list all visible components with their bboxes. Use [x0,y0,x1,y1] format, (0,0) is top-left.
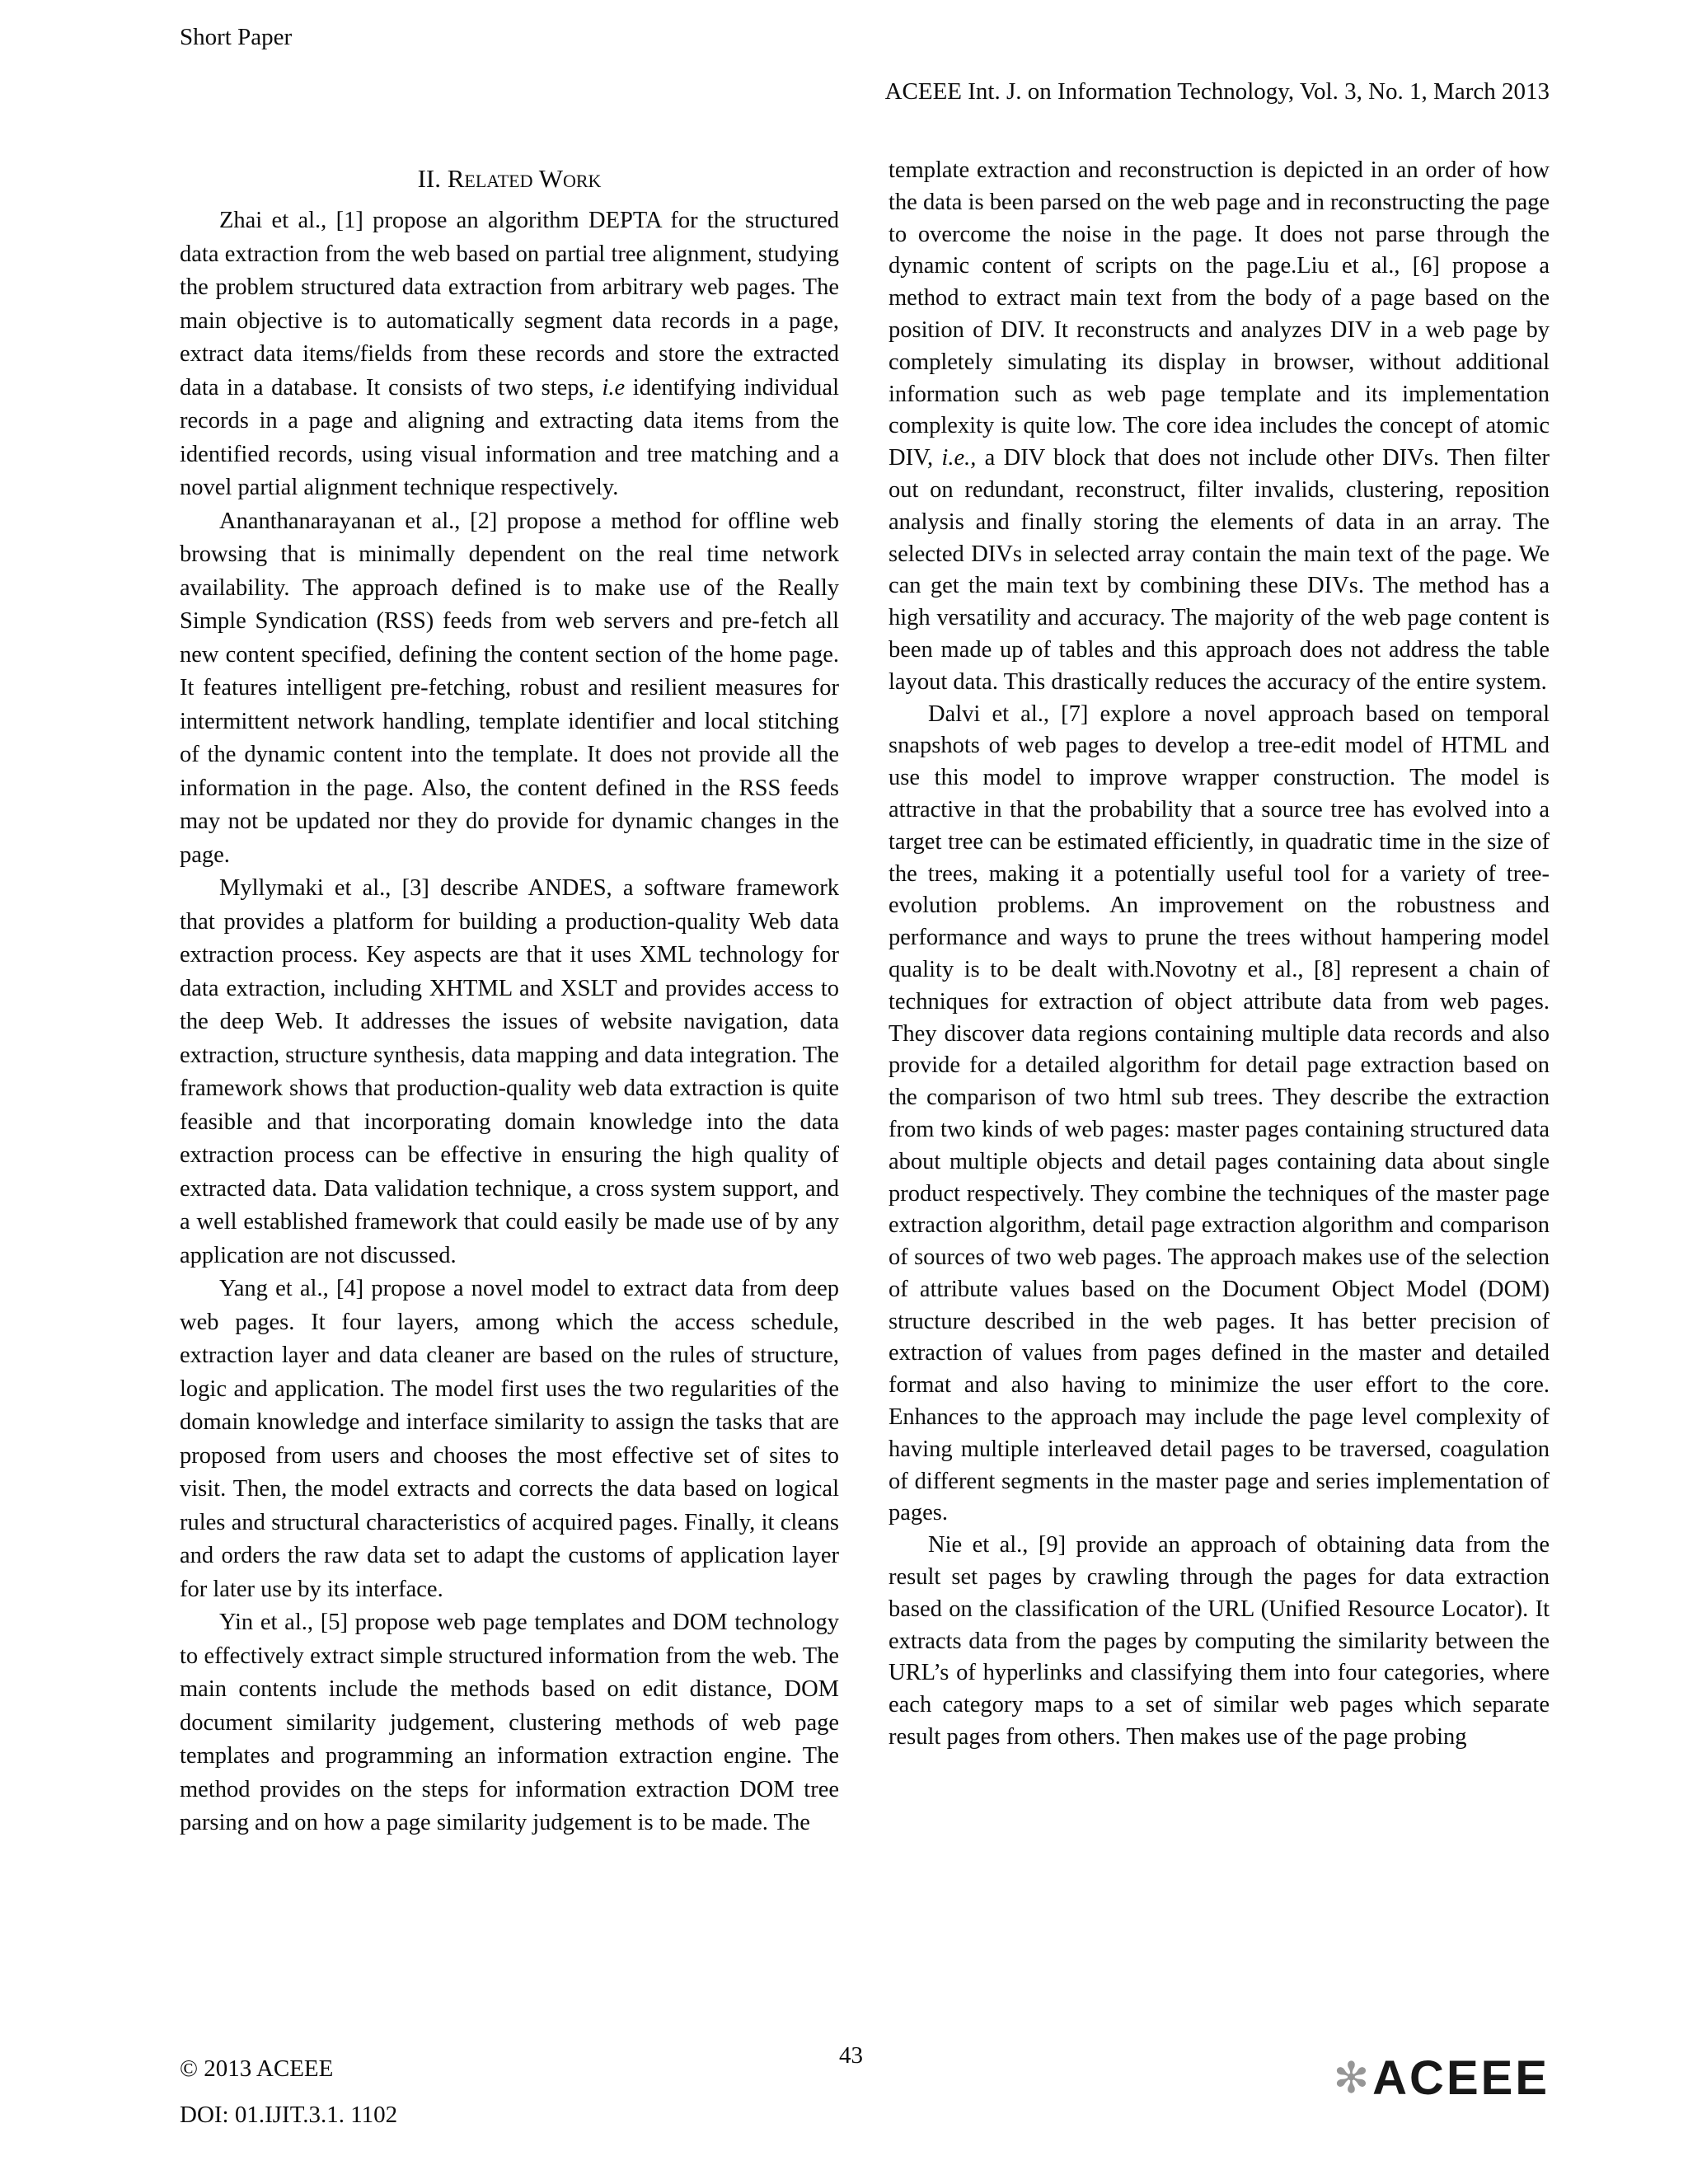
logo-star-icon: ✻ [1333,2054,1370,2103]
aceee-logo [1333,2051,1550,2105]
section-heading: II. Related Work [417,164,602,193]
right-column-paragraphs [889,155,1550,1754]
footer-copyright: © 2013 ACEEE [180,2055,334,2082]
text-segment: Dalvi et al., [7] explore a novel approach based on temporal snapshots of web pages to develop a tree-edit model of HTML and use this model to improve wrapper construction. The model is attractive in that the probability that a source tree has evolved into a target tree can be estimated efficiently, in quadratic time in the size of the trees, making it a potentially useful tool for a variety of tree-evolution problems. An improvement on the robustness and performance and ways to prune the trees without hampering model quality is to be dealt with.Novotny et al., [8] represent a chain of techniques for extraction of object attribute data from web pages. They discover data regions containing multiple data records and also provide for a detailed algorithm for detail page extraction based on the comparison of two html sub trees. They describe the extraction from two kinds of web pages: master pages containing structured data about multiple objects and detail pages containing data about single product respectively. They combine the techniques of the master page extraction algorithm, detail page extraction algorithm and comparison of sources of two web pages. The approach makes use of the selection of attribute values based on the Document Object Model (DOM) structure described in the web pages. It has better precision of extraction of values from pages defined in the master and detailed format and also having to minimize the user effort to the core. Enhances to the approach may include the page level complexity of having multiple interleaved detail pages to be traversed, coagulation of different segments in the master page and series implementation of pages. [889,701,1550,1526]
italic-text-segment: i.e [602,374,626,401]
paragraph [889,699,1550,1530]
text-segment: Yin et al., [5] propose web page templates and DOM technology to effectively extract simple structured information from the web. The main contents include the methods based on edit distance, DOM document similarity judgement, clustering methods of web page templates and programming an information extraction engine. The method provides on the steps for information extraction DOM tree parsing and on how a page similarity judgement is to be made. The [180,1610,839,1835]
text-segment: template extraction and reconstruction is depicted in an order of how the data is been parsed on the web page and in reconstructing the page to overcome the noise in the page. It does not parse through the dynamic content of scripts on the page.Liu et al., [6] propose a method to extract main text from the body of a page based on the position of DIV. It reconstructs and analyzes DIV in a web page by completely simulating its display in browser, without additional information such as web page template and its implementation complexity is quite low. The core idea includes the concept of atomic DIV, [889,157,1550,471]
text-segment: Yang et al., [4] propose a novel model to extract data from deep web pages. It four layers, among which the access schedule, extraction layer and data cleaner are based on the rules of structure, logic and application. The model first uses the two regularities of the domain knowledge and interface similarity to assign the tasks that are proposed from users and chooses the most effective set of sites to visit. Then, the model extracts and corrects the data based on logical rules and structural characteristics of acquired pages. Finally, it cleans and orders the raw data set to adapt the customs of application layer for later use by its interface. [180,1276,839,1602]
paragraph [180,1606,839,1840]
paragraph [889,155,1550,699]
paragraph [180,872,839,1272]
text-segment: Ananthanarayanan et al., [2] propose a method for offline web browsing that is minimally dependent on the real time network availability. The approach defined is to make use of the Really Simple Syndication (RSS) feeds from web servers and pre-fetch all new content specified, defining the content section of the home page. It features intelligent pre-fetching, robust and resilient measures for intermittent network handling, template identifier and local stitching of the dynamic content into the template. It does not provide all the information in the page. Also, the content defined in the RSS feeds may not be updated nor they do provide for dynamic changes in the page. [180,508,839,868]
paragraph [889,1530,1550,1754]
text-segment: a DIV block that does not include other DIVs. Then filter out on redundant, reconstruct, filter invalids, clustering, reposition analysis and finally storing the elements of data in an array. The selected DIVs in selected array contain the main text of the page. We can get the main text by combining these DIVs. The method has a high versatility and accuracy. The majority of the web page content is been made up of tables and this approach does not address the table layout data. This drastically reduces the accuracy of the entire system. [889,445,1550,695]
logo-text: ACEEE [1372,2051,1550,2105]
paragraph [180,204,839,505]
paper-type-label: Short Paper [180,24,293,50]
text-segment: Nie et al., [9] provide an approach of obtaining data from the result set pages by crawling through the pages for data extraction based on the classification of the URL (Unified Resource Locator). It extracts data from the pages by computing the similarity between the URL’s of hyperlinks and classifying them into four categories, where each category maps to a set of similar web pages which separate result pages from others. Then makes use of the page probing [889,1532,1550,1750]
text-segment: identifying individual records in a page and aligning and extracting data items from the identified records, using visual information and tree matching and a novel partial alignment technique respectively. [180,374,839,500]
italic-text-segment: i.e., [941,445,977,471]
journal-header: ACEEE Int. J. on Information Technology, Vol. 3, No. 1, March 2013 [884,78,1550,105]
footer-doi: DOI: 01.IJIT.3.1. 1102 [180,2102,398,2128]
left-column-paragraphs [180,204,839,1840]
paragraph [180,1272,839,1606]
right-column [889,155,1550,1754]
page-number: 43 [839,2042,863,2069]
text-segment: Zhai et al., [1] propose an algorithm DEPTA for the structured data extraction from the web based on partial tree alignment, studying the problem structured data extraction from arbitrary web pages. The main objective is to automatically segment data records in a page, extract data items/fields from these records and store the extracted data in a database. It consists of two steps, [180,208,839,401]
text-segment: Myllymaki et al., [3] describe ANDES, a software framework that provides a platform for building a production-quality Web data extraction process. Key aspects are that it uses XML technology for data extraction, including XHTML and XSLT and provides access to the deep Web. It addresses the issues of website navigation, data extraction, structure synthesis, data mapping and data integration. The framework shows that production-quality web data extraction is quite feasible and that incorporating domain knowledge into the data extraction process can be effective in ensuring the high quality of extracted data. Data validation technique, a cross system support, and a well established framework that could easily be made use of by any application are not discussed. [180,875,839,1268]
paragraph [180,505,839,873]
left-column [180,162,839,1840]
